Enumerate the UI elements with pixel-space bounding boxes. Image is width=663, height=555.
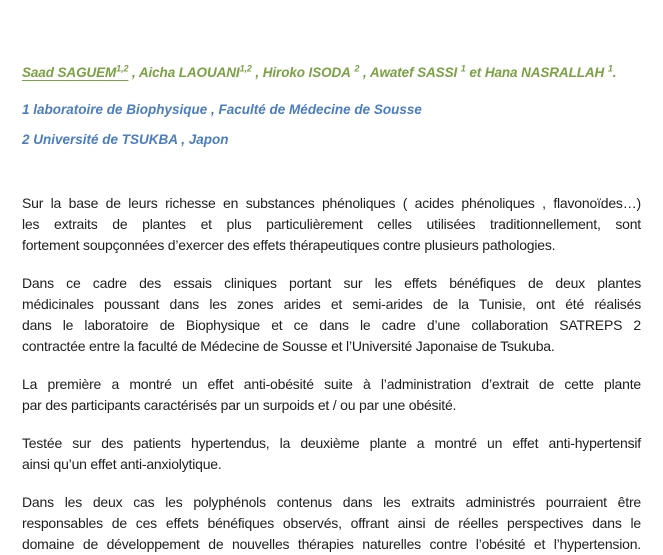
author-separator: . <box>612 65 617 80</box>
author-line <box>22 64 641 82</box>
paragraph-line: domaine de développement de nouvelles thérapies naturelles contre l’obésité et l’hypertension. <box>22 536 641 552</box>
paragraph-line: médicinales poussant dans les zones arides et semi-arides de la Tunisie, ont été réalisés <box>22 296 641 312</box>
paragraph-line: dans le laboratoire de Biophysique et ce dans le cadre d’une collaboration SATREPS 2 <box>22 317 641 333</box>
author-name: Hana NASRALLAH $^1$ <box>484 63 613 80</box>
paragraph-line: Sur la base de leurs richesse en substances phénoliques ( acides phénoliques , flavonoïdes…) <box>22 195 641 211</box>
paragraph-line: responsables de ces effets bénéfiques observés, offrant ainsi de réelles perspectives dans le <box>22 515 641 531</box>
paragraph-line: Testée sur des patients hypertendus, la deuxième plante a montré un effet anti-hypertensif <box>22 435 641 451</box>
author-superscript: 2 <box>354 63 360 74</box>
paragraph-line: Dans ce cadre des essais cliniques portant sur les effets bénéfiques de deux plantes <box>22 275 641 291</box>
author-name: Hiroko ISODA $^2$ <box>262 63 360 80</box>
paragraph-line: La première a montré un effet anti-obésité suite à l’administration d’extrait de cette plante <box>22 376 641 392</box>
paragraph-line: Dans les deux cas les polyphénols contenus dans les extraits administrés pourraient être <box>22 494 641 510</box>
author-separator: , <box>128 65 139 80</box>
abstract-body <box>22 193 641 555</box>
author-name: Saad SAGUEM$^{1,2}$ <box>22 63 129 80</box>
author-superscript: 1 <box>607 63 613 74</box>
author-superscript: 1 <box>460 63 466 74</box>
paragraph <box>22 374 641 416</box>
paragraph <box>22 193 641 256</box>
author-name: Awatef SASSI $^1$ <box>369 63 466 80</box>
author-superscript: 1,2 <box>239 63 252 74</box>
paragraph-line: fortement soupçonnées d’exercer des effets thérapeutiques contre plusieurs pathologies. <box>22 237 556 253</box>
paragraph <box>22 433 641 475</box>
author-superscript: 1,2 <box>116 63 129 74</box>
paragraph-line: contractée entre la faculté de Médecine de Sousse et l’Université Japonaise de Tsukuba. <box>22 338 555 354</box>
author-separator: , <box>251 65 263 80</box>
author-name: Aicha LAOUANI$^{1,2}$ <box>138 63 252 80</box>
paragraph-line: les extraits de plantes et plus particulièrement celles utilisées traditionnellement, sont <box>22 216 641 232</box>
paragraph <box>22 492 641 555</box>
author-separator: , <box>359 65 370 80</box>
paragraph <box>22 273 641 357</box>
affiliation-line-1: 1 laboratoire de Biophysique , Faculté de Médecine de Sousse <box>22 102 422 117</box>
author-separator: et <box>465 65 485 80</box>
paragraph-line: par des participants caractérisés par un surpoids et / ou par une obésité. <box>22 397 457 413</box>
affiliation-line-2: 2 Université de TSUKBA , Japon <box>22 132 229 147</box>
paragraph-line: ainsi qu’un effet anti-anxiolytique. <box>22 456 222 472</box>
